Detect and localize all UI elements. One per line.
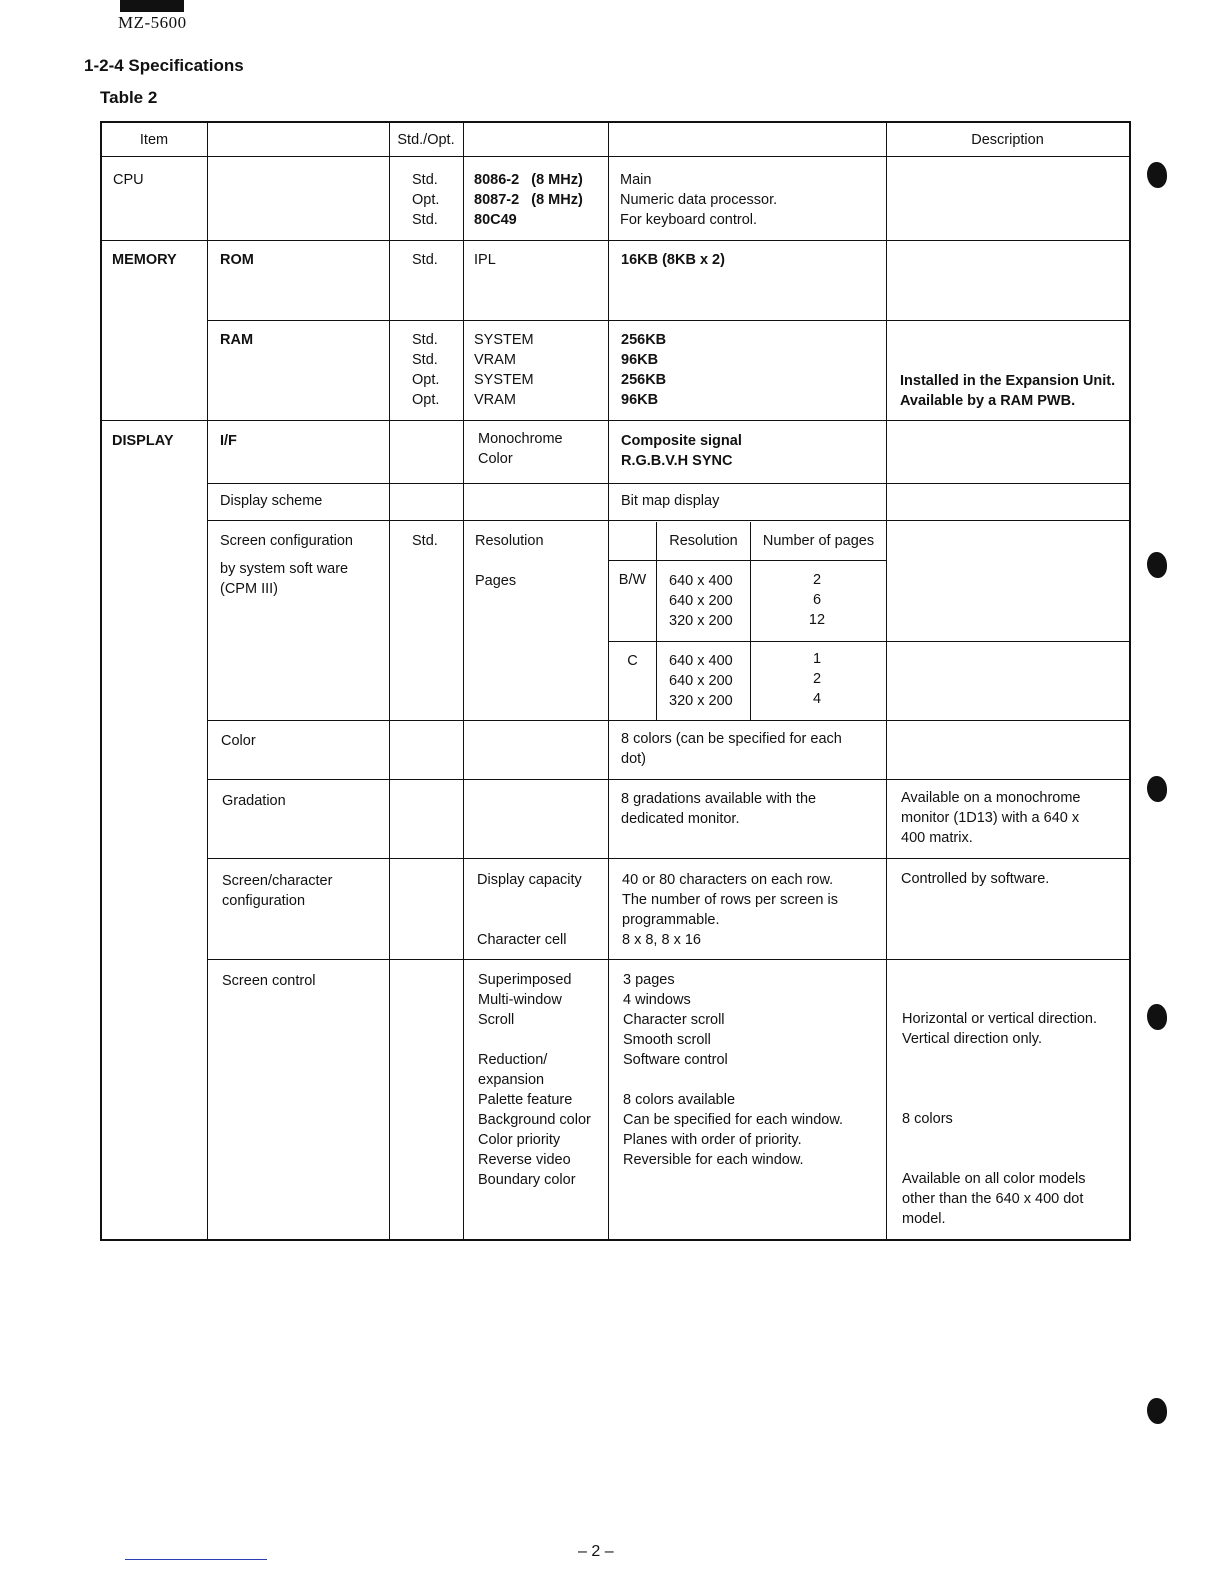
header-description: Description (971, 132, 1044, 148)
row-divider (101, 156, 1129, 157)
punch-hole-mark (1147, 162, 1167, 188)
ram-note: Installed in the Expansion Unit. Available by a RAM PWB. (900, 373, 1116, 409)
cpu-parts: 8086-2 (8 MHz) 8087-2 (8 MHz) 80C49 (474, 172, 583, 228)
bw-resolutions: 640 x 400 640 x 200 320 x 200 (669, 573, 733, 629)
screen-control-boundary-note: Available on all color models other than the 640 x 400 dot model. (902, 1171, 1086, 1227)
display-label: DISPLAY (112, 433, 174, 449)
cpu-label: CPU (113, 172, 144, 188)
subtable-divider (608, 560, 886, 561)
rom-std: Std. (412, 252, 438, 268)
model-number: MZ-5600 (118, 13, 187, 32)
rom-part: IPL (474, 252, 496, 268)
screen-config-pages-label: Pages (475, 573, 517, 589)
header-std-opt: Std./Opt. (397, 132, 455, 148)
subtable-header-pages: Number of pages (762, 533, 875, 549)
gradation-desc: 8 gradations available with the dedicated monitor. (621, 791, 817, 827)
col-divider (463, 122, 464, 1239)
subtable-divider (656, 522, 657, 720)
cpu-std-opt: Std. Opt. Std. (412, 172, 440, 228)
cpu-description: Main Numeric data processor. For keyboard control. (620, 172, 778, 228)
punch-hole-mark (1147, 1004, 1167, 1030)
page-number: – 2 – (578, 1543, 614, 1560)
col-divider (886, 122, 887, 1239)
ram-std-opt: Std. Std. Opt. Opt. (412, 332, 440, 408)
table-frame (100, 121, 1131, 1241)
screen-control-label: Screen control (222, 973, 316, 989)
header-black-bar (120, 0, 184, 12)
row-divider (207, 959, 1129, 960)
c-pages: 1 2 4 (812, 651, 822, 707)
color-desc: 8 colors (can be specified for each dot) (621, 731, 842, 767)
row-divider (101, 240, 1129, 241)
screen-config-sub: by system soft ware (CPM III) (220, 561, 349, 597)
color-label: Color (221, 733, 256, 749)
row-divider (207, 720, 1129, 721)
display-scheme-label: Display scheme (220, 493, 323, 509)
memory-label: MEMORY (112, 252, 177, 268)
punch-hole-mark (1147, 776, 1167, 802)
if-types: Monochrome Color (478, 431, 563, 467)
ram-sizes: 256KB 96KB 256KB 96KB (621, 332, 667, 408)
row-divider (207, 520, 1129, 521)
screen-control-desc: 3 pages 4 windows Character scroll Smooth scroll Software control 8 colors available Can be specified for each window. Planes with order of priority. Reversible for each window. (623, 972, 844, 1168)
header-item: Item (139, 132, 169, 148)
ram-types: SYSTEM VRAM SYSTEM VRAM (474, 332, 534, 408)
row-divider (207, 858, 1129, 859)
display-scheme-desc: Bit map display (621, 493, 720, 509)
screen-config-label: Screen configuration (220, 533, 353, 549)
mode-bw: B/W (618, 572, 647, 588)
col-divider (389, 122, 390, 1239)
punch-hole-mark (1147, 552, 1167, 578)
if-label: I/F (220, 433, 237, 449)
mode-color: C (627, 653, 638, 669)
bw-pages: 2 6 12 (808, 572, 826, 628)
screen-control-scroll-note: Horizontal or vertical direction. Vertical direction only. (902, 1011, 1098, 1047)
if-description: Composite signal R.G.B.V.H SYNC (621, 433, 742, 469)
footer-rule (125, 1559, 267, 1560)
c-resolutions: 640 x 400 640 x 200 320 x 200 (669, 653, 733, 709)
gradation-note: Available on a monochrome monitor (1D13) with a 640 x 400 matrix. (901, 790, 1081, 846)
rom-size: 16KB (8KB x 2) (621, 252, 725, 268)
char-config-features: Display capacity Character cell (477, 872, 582, 948)
col-divider (207, 122, 208, 1239)
section-heading: 1-2-4 Specifications (84, 56, 244, 75)
row-divider (207, 483, 1129, 484)
col-divider (608, 122, 609, 1239)
screen-config-std: Std. (412, 533, 438, 549)
row-divider (207, 320, 1129, 321)
screen-control-features: Superimposed Multi-window Scroll Reduction/ expansion Palette feature Background color Color priority Reverse video Boundary color (478, 972, 591, 1188)
ram-label: RAM (220, 332, 254, 348)
row-divider (207, 779, 1129, 780)
row-divider (101, 420, 1129, 421)
char-config-note: Controlled by software. (901, 871, 1050, 887)
punch-hole-mark (1147, 1398, 1167, 1424)
screen-config-resolution-label: Resolution (475, 533, 544, 549)
char-config-label: Screen/character configuration (222, 873, 333, 909)
rom-label: ROM (220, 252, 254, 268)
char-config-desc: 40 or 80 characters on each row. The number of rows per screen is programmable. 8 x 8, 8 x 16 (622, 872, 838, 948)
gradation-label: Gradation (222, 793, 286, 809)
subtable-divider (608, 641, 1129, 642)
table-title: Table 2 (100, 88, 158, 107)
screen-control-colors-note: 8 colors (902, 1111, 953, 1127)
subtable-header-resolution: Resolution (669, 533, 738, 549)
